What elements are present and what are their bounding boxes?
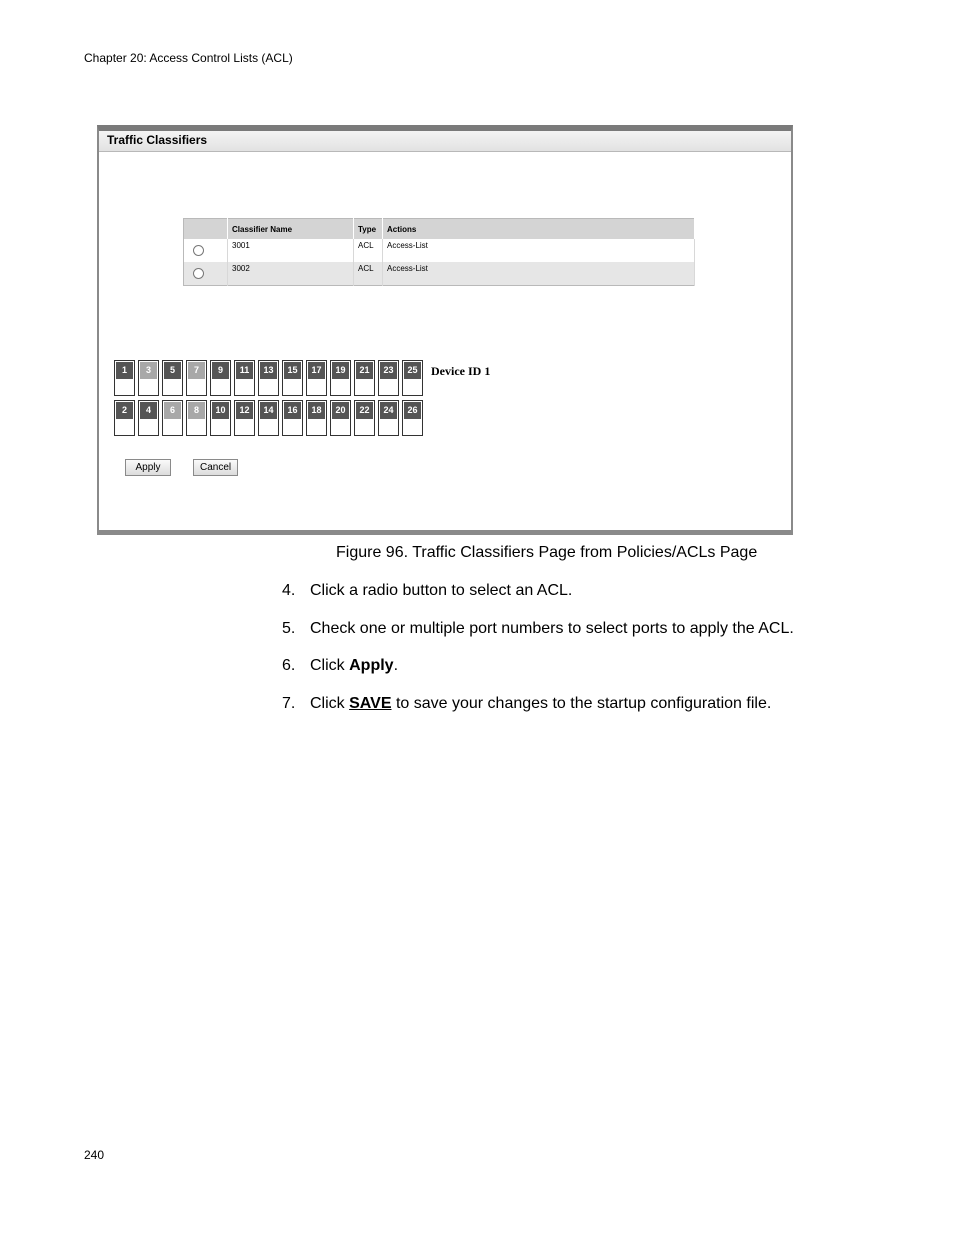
- port-checkbox[interactable]: [162, 400, 183, 436]
- port-checkbox[interactable]: [234, 400, 255, 436]
- port-checkbox[interactable]: [114, 400, 135, 436]
- port-number: 13: [260, 362, 277, 379]
- classifier-name-cell: 3002: [228, 262, 354, 286]
- step-text-end: to save your changes to the startup configuration file.: [391, 694, 772, 712]
- port-checkbox[interactable]: [258, 400, 279, 436]
- actions-cell: Access-List: [383, 262, 695, 286]
- port-checkbox[interactable]: [330, 400, 351, 436]
- step-number: 6.: [282, 657, 296, 674]
- device-id-label: Device ID 1: [431, 364, 491, 378]
- chapter-header: Chapter 20: Access Control Lists (ACL): [84, 51, 293, 65]
- select-cell: [184, 239, 228, 262]
- port-checkbox[interactable]: [402, 400, 423, 436]
- port-number: 5: [164, 362, 181, 379]
- page-number: 240: [84, 1148, 105, 1162]
- port-number: 25: [404, 362, 421, 379]
- figure-caption: Figure 96. Traffic Classifiers Page from Policies/ACLs Page: [336, 544, 758, 561]
- traffic-classifiers-panel: [97, 125, 793, 535]
- table-header-row: [184, 219, 695, 240]
- port-selector: [114, 360, 423, 440]
- port-number: 19: [332, 362, 349, 379]
- column-header-actions: Actions: [383, 219, 695, 240]
- port-row-odd: [114, 360, 423, 396]
- apply-button[interactable]: Apply: [125, 459, 171, 476]
- port-number: 18: [308, 402, 325, 419]
- port-number: 1: [116, 362, 133, 379]
- port-number: 9: [212, 362, 229, 379]
- port-number: 21: [356, 362, 373, 379]
- port-number: 7: [188, 362, 205, 379]
- column-header-classifier-name: Classifier Name: [228, 219, 354, 240]
- step-text: Click: [310, 657, 350, 674]
- port-checkbox[interactable]: [258, 360, 279, 396]
- port-checkbox[interactable]: [210, 400, 231, 436]
- type-cell: ACL: [354, 262, 383, 286]
- table-row: [184, 262, 695, 286]
- port-checkbox[interactable]: [378, 360, 399, 396]
- port-number: 8: [188, 402, 205, 419]
- port-checkbox[interactable]: [354, 400, 375, 436]
- step-text: Click a radio button to select an ACL.: [310, 582, 573, 599]
- port-checkbox[interactable]: [186, 400, 207, 436]
- port-number: 10: [212, 402, 229, 419]
- step-number: 4.: [282, 582, 296, 599]
- port-number: 26: [404, 402, 421, 419]
- list-item: [282, 657, 794, 695]
- port-row-even: [114, 400, 423, 436]
- cancel-button[interactable]: Cancel: [193, 459, 238, 476]
- port-checkbox[interactable]: [354, 360, 375, 396]
- list-item: [282, 695, 794, 733]
- table-row: [184, 239, 695, 262]
- step-text: Click: [310, 694, 350, 712]
- port-number: 16: [284, 402, 301, 419]
- port-checkbox[interactable]: [210, 360, 231, 396]
- port-number: 15: [284, 362, 301, 379]
- step-keyword: Apply: [349, 657, 394, 674]
- list-item: [282, 620, 794, 658]
- step-text: Check one or multiple port numbers to select ports to apply the ACL.: [310, 619, 794, 637]
- port-number: 14: [260, 402, 277, 419]
- select-column-header: [184, 219, 228, 240]
- classifier-radio-button[interactable]: [193, 268, 204, 279]
- port-number: 23: [380, 362, 397, 379]
- port-number: 3: [140, 362, 157, 379]
- port-checkbox[interactable]: [282, 360, 303, 396]
- port-checkbox[interactable]: [306, 400, 327, 436]
- port-number: 20: [332, 402, 349, 419]
- port-number: 6: [164, 402, 181, 419]
- port-checkbox[interactable]: [162, 360, 183, 396]
- port-number: 17: [308, 362, 325, 379]
- port-checkbox[interactable]: [282, 400, 303, 436]
- port-number: 12: [236, 402, 253, 419]
- actions-cell: Access-List: [383, 239, 695, 262]
- port-checkbox[interactable]: [330, 360, 351, 396]
- port-checkbox[interactable]: [138, 400, 159, 436]
- step-number: 5.: [282, 619, 296, 637]
- classifier-radio-button[interactable]: [193, 245, 204, 256]
- column-header-type: Type: [354, 219, 383, 240]
- type-cell: ACL: [354, 239, 383, 262]
- port-checkbox[interactable]: [114, 360, 135, 396]
- port-number: 11: [236, 362, 253, 379]
- classifier-table: [183, 218, 695, 286]
- port-number: 22: [356, 402, 373, 419]
- panel-title: Traffic Classifiers: [99, 131, 791, 152]
- instruction-steps: [282, 582, 794, 732]
- select-cell: [184, 262, 228, 286]
- step-text-end: .: [393, 657, 399, 674]
- port-checkbox[interactable]: [306, 360, 327, 396]
- port-number: 2: [116, 402, 133, 419]
- port-checkbox[interactable]: [402, 360, 423, 396]
- save-link[interactable]: SAVE: [349, 694, 392, 712]
- port-checkbox[interactable]: [234, 360, 255, 396]
- list-item: [282, 582, 794, 620]
- port-checkbox[interactable]: [138, 360, 159, 396]
- port-checkbox[interactable]: [378, 400, 399, 436]
- port-checkbox[interactable]: [186, 360, 207, 396]
- port-number: 24: [380, 402, 397, 419]
- step-number: 7.: [282, 694, 296, 712]
- classifier-name-cell: 3001: [228, 239, 354, 262]
- port-number: 4: [140, 402, 157, 419]
